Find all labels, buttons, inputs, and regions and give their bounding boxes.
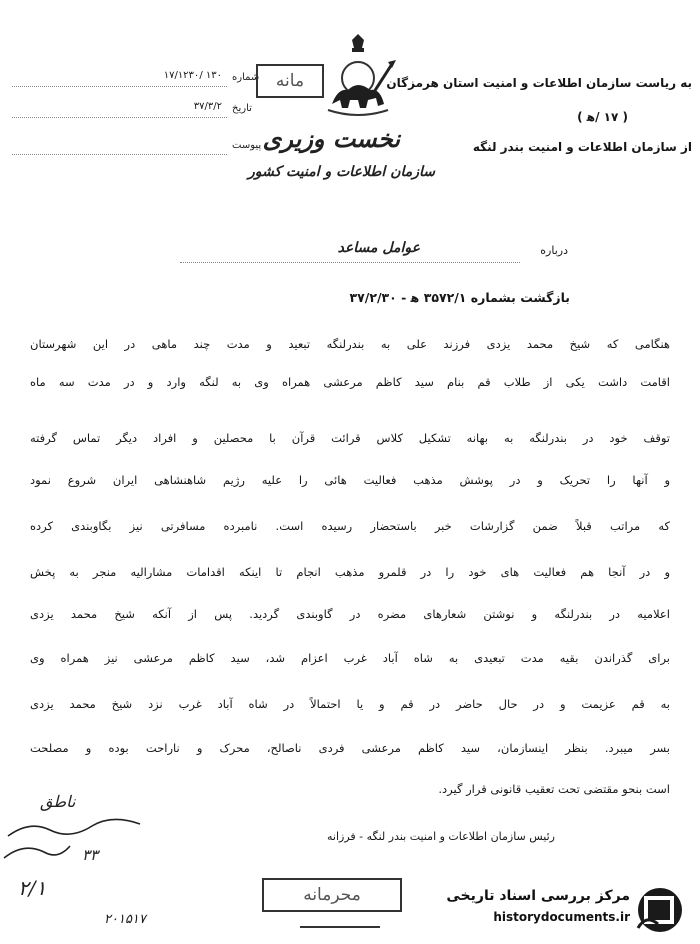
reference-code: ( ۱۷ /ه‍ )	[577, 110, 628, 124]
margin-note-3: ۲/۱	[18, 876, 47, 900]
watermark-line-1: مرکز بررسی اسناد تاریخی	[446, 888, 630, 904]
number-dotted-line	[12, 86, 227, 87]
ministry-subtitle: سازمان اطلاعات و امنیت کشور	[248, 164, 435, 180]
recipient-line: به ریاست سازمان اطلاعات و امنیت استان هرمزگان	[386, 76, 692, 90]
history-watermark	[446, 882, 688, 938]
date-dotted-line	[12, 117, 227, 118]
attachment-label: پیوست	[232, 140, 262, 151]
body-line-8: برای گذراندن بقیه مدت تبعیدی به شاه آباد غرب اعزام شد، سید کاظم مرعشی نیز همراه وی	[30, 651, 670, 665]
body-line-4: و آنها را تحریک و در پوشش مذهب فعالیت هائی را علیه رژیم شاهنشاهی ایران شروع نمود	[30, 473, 670, 487]
archive-logo-icon	[634, 884, 682, 936]
bottom-scribble-line	[300, 926, 380, 928]
watermark-line-2: historydocuments.ir	[493, 910, 630, 924]
handwritten-scribble-icon	[0, 806, 150, 876]
date-value: ۳۷/۳/۲	[193, 101, 222, 112]
subject-dotted-line	[180, 262, 520, 263]
body-line-9: به قم عزیمت و در حال حاضر در قم و یا احتمالاً در شاه آباد غرب نزد شیخ محمد یزدی	[30, 697, 670, 711]
sender-line: از سازمان اطلاعات و امنیت بندر لنگه	[472, 140, 692, 154]
reference-line: بازگشت بشماره ۳۵۷۲/۱ ه‍ - ۳۷/۲/۳۰	[349, 290, 570, 305]
body-line-6: و در آنجا هم فعالیت های خود را در قلمرو مذهب انجام تا اینکه اقدامات مشارالیه منجر به پخش	[30, 565, 670, 579]
margin-note-2: ۳۳	[82, 846, 99, 864]
body-line-1: هنگامی که شیخ محمد یزدی فرزند علی به بندرلنگه تبعید و مدت چند ماهی در این شهرستان	[30, 337, 670, 351]
body-line-11: است بنحو مقتضی تحت تعقیب قانونی قرار گیرد.	[438, 782, 670, 796]
signature-line: رئیس سازمان اطلاعات و امنیت بندر لنگه - فرزانه	[327, 830, 555, 843]
number-label: شماره	[232, 72, 260, 83]
confidential-stamp-bottom: محرمانه	[262, 878, 402, 912]
footer-number: ۲۰۱۵۱۷	[104, 912, 146, 927]
attachment-dotted-line	[12, 154, 227, 155]
body-line-2: اقامت داشت یکی از طلاب قم بنام سید کاظم مرعشی همراه وی به لنگه وارد و در مدت سه ماه	[30, 375, 670, 389]
confidential-stamp-top: مانه	[256, 64, 324, 98]
subject-value: عوامل مساعد	[337, 240, 420, 256]
body-line-5: که مراتب قبلاً ضمن گزارشات خبر باستحضار رسیده است. نامبرده مسافرتی نیز بگاوبندی کرده	[30, 519, 670, 533]
body-line-7: اعلامیه در بندرلنگه و نوشتن شعارهای مضره در گاوبندی گردید. پس از آنکه شیخ محمد یزدی	[30, 607, 670, 621]
body-line-3: توقف خود در بندرلنگه به بهانه تشکیل کلاس قرائت قرآن با محصلین و افراد دیگر تماس گرفته	[30, 431, 670, 445]
date-label: تاریخ	[232, 103, 252, 114]
margin-note-1: ناطق	[40, 792, 76, 811]
ministry-title: نخست وزیری	[262, 124, 400, 153]
number-value: ۱۳۰ /۱۷/۱۲۳۰	[163, 70, 222, 81]
body-line-10: بسر میبرد. بنظر اینسازمان، سید کاظم مرعشی فردی ناصالح، محرک و ناراحت بوده و مصلحت	[30, 741, 670, 755]
subject-label: درباره	[540, 244, 568, 257]
